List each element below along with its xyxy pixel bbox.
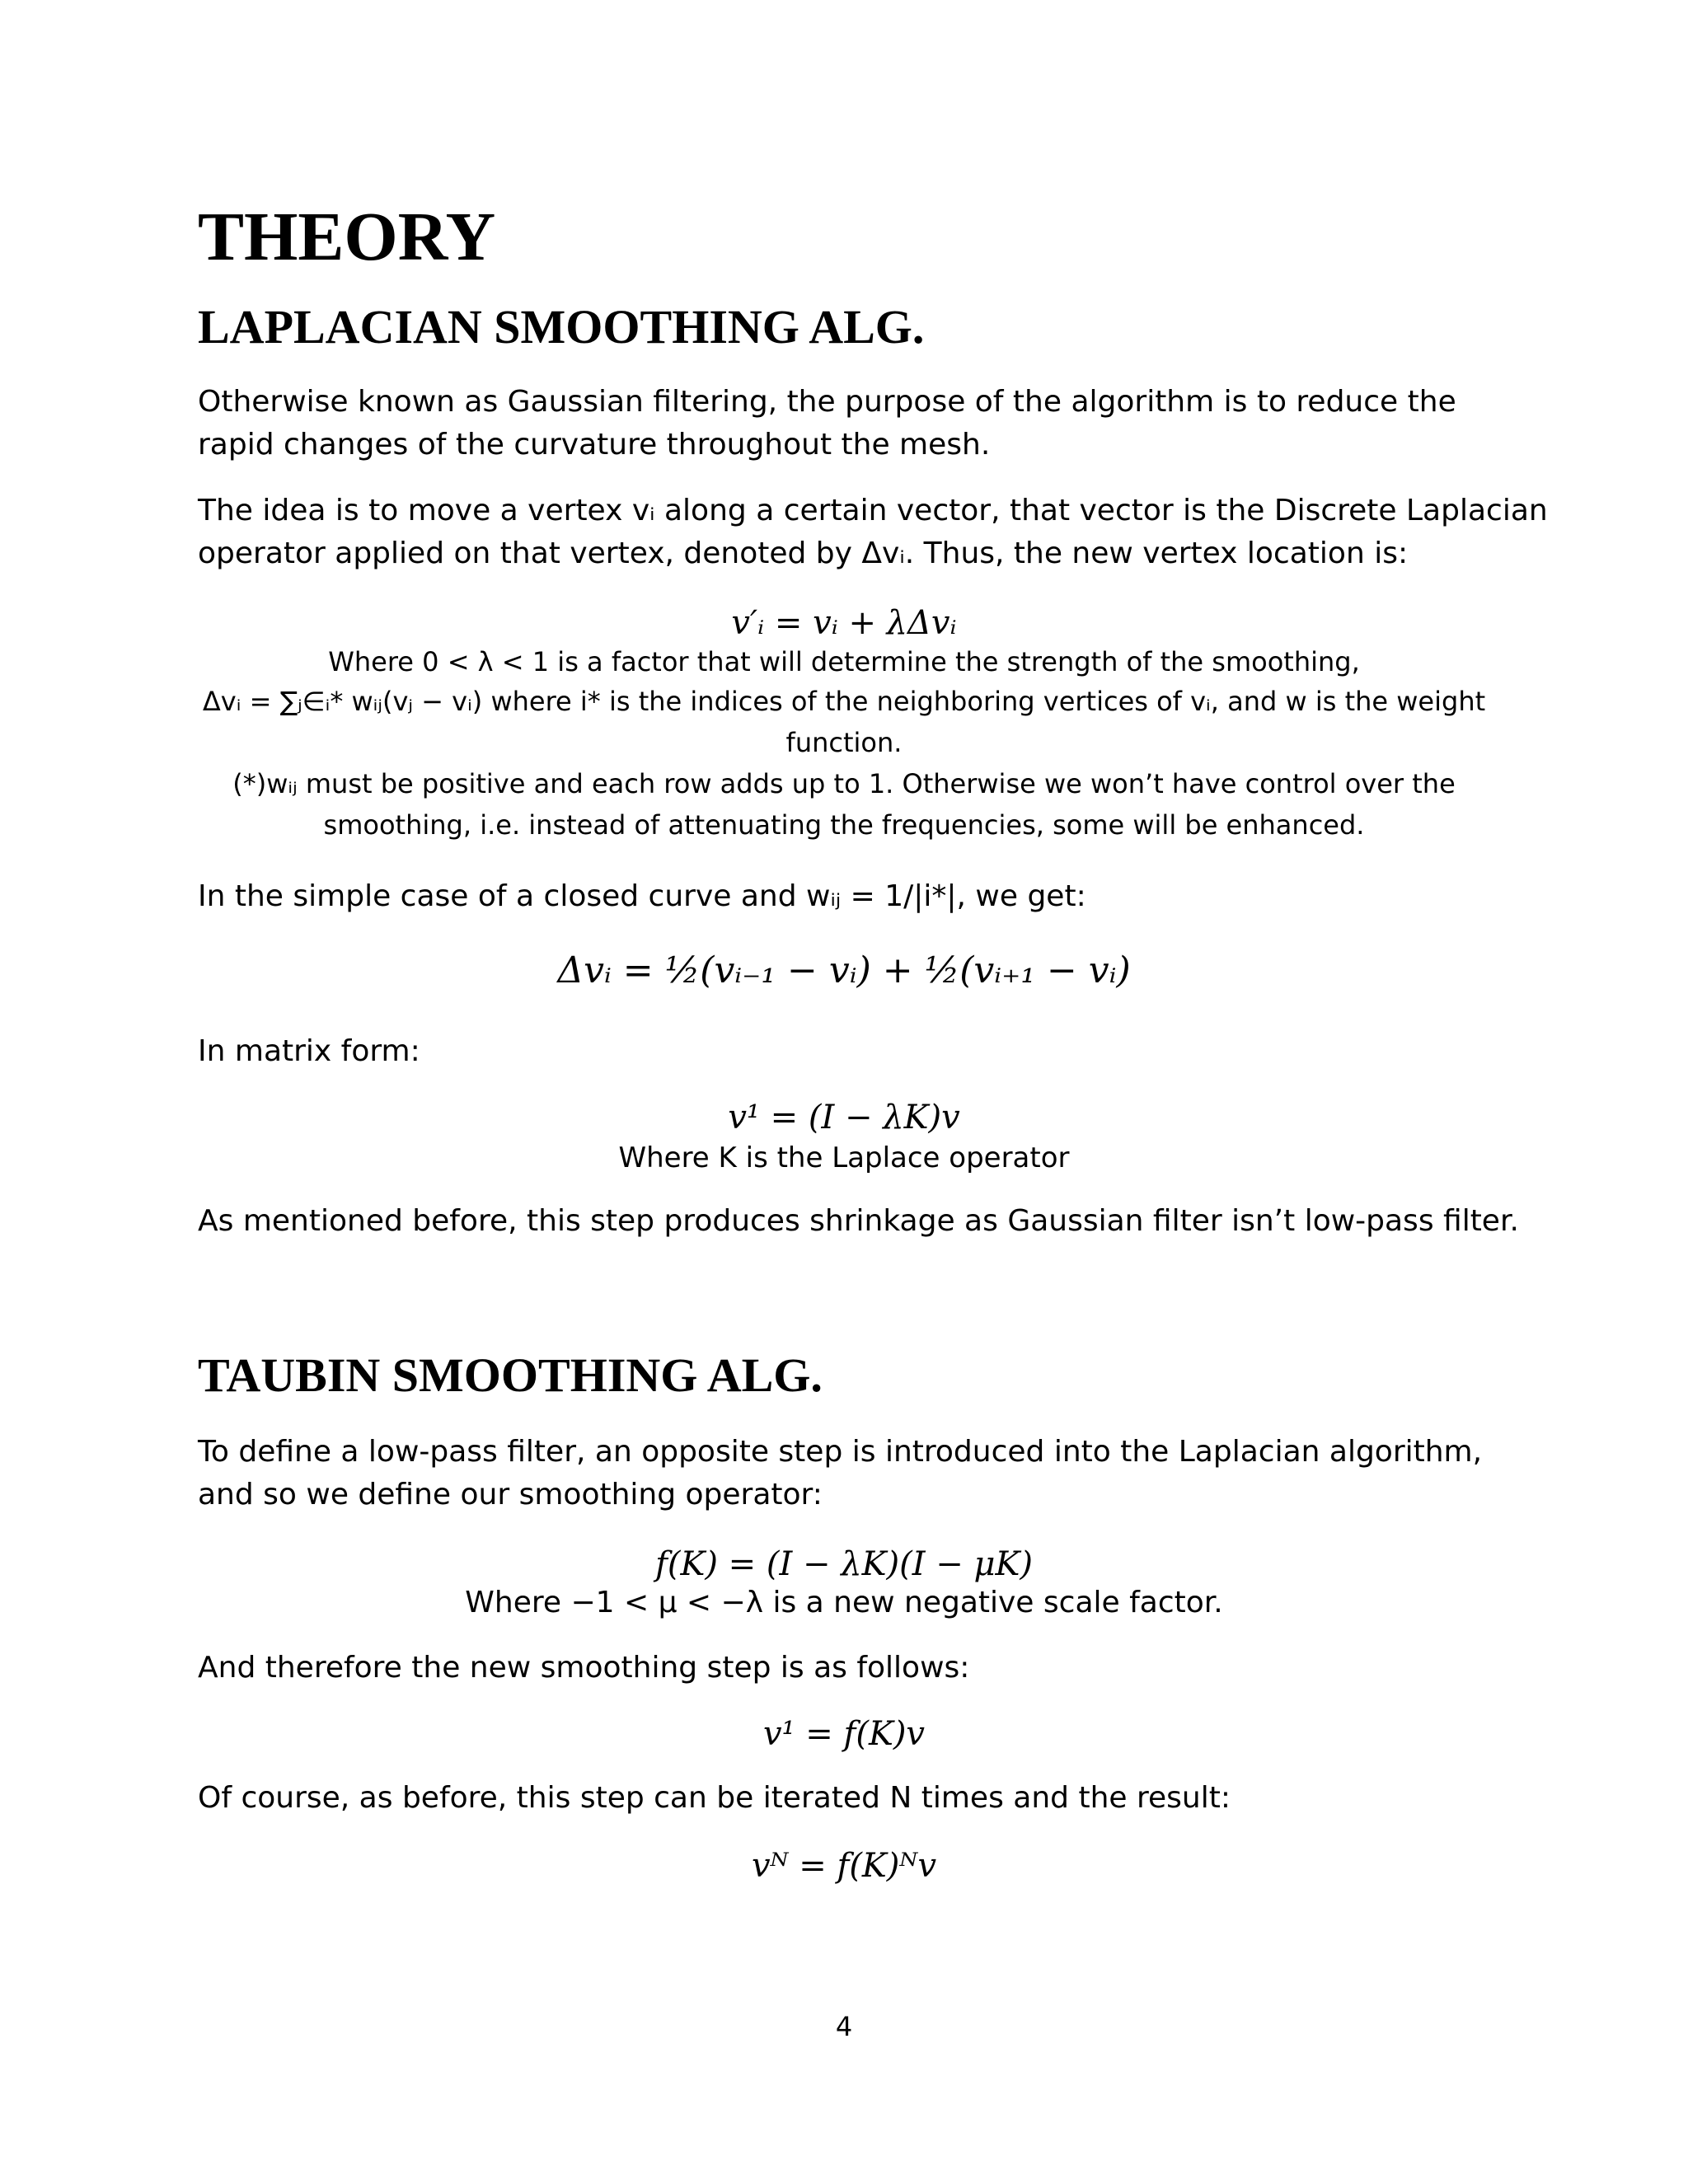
laplacian-note-line-5: smoothing, i.e. instead of attenuating the frequencies, some will be enhanced. (323, 809, 1365, 841)
laplacian-note-line-4: (*)wᵢⱼ must be positive and each row adds up to 1. Otherwise we won’t have control over the (232, 768, 1456, 799)
laplacian-idea-line-1: The idea is to move a vertex vᵢ along a certain vector, that vector is the Discrete Laplacian (198, 494, 1548, 527)
laplacian-note-line-3: function. (785, 727, 903, 758)
laplacian-simple-equation: Δvᵢ = ½(vᵢ₋₁ − vᵢ) + ½(vᵢ₊₁ − vᵢ) (557, 949, 1131, 991)
matrix-form-label: In matrix form: (198, 1034, 420, 1068)
laplacian-note-line-1: Where 0 < λ < 1 is a factor that will determine the strength of the smoothing, (328, 646, 1360, 677)
taubin-iterate-equation: vᴺ = f(K)ᴺv (751, 1847, 937, 1885)
taubin-step-label: And therefore the new smoothing step is as follows: (198, 1651, 970, 1685)
laplacian-idea-line-2: operator applied on that vertex, denoted by Δvᵢ. Thus, the new vertex location is: (198, 537, 1409, 570)
taubin-step-equation: v¹ = f(K)v (762, 1715, 926, 1753)
matrix-equation: v¹ = (I − λK)v (728, 1099, 960, 1137)
page-number: 4 (835, 2011, 853, 2042)
section-heading-taubin: TAUBIN SMOOTHING ALG. (198, 1348, 823, 1402)
shrinkage-note: As mentioned before, this step produces shrinkage as Gaussian filter isn’t low-pass filter. (198, 1204, 1519, 1238)
taubin-iterate-label: Of course, as before, this step can be iterated N times and the result: (198, 1781, 1231, 1815)
page-title: THEORY (198, 199, 496, 275)
taubin-operator-note: Where −1 < μ < −λ is a new negative scale factor. (465, 1586, 1223, 1619)
matrix-note: Where K is the Laplace operator (618, 1141, 1070, 1174)
taubin-intro: To define a low-pass filter, an opposite step is introduced into the Laplacian algorithm, and so we define our smoothing operator: (198, 1435, 1483, 1511)
laplacian-intro: Otherwise known as Gaussian filtering, the purpose of the algorithm is to reduce the rapid changes of the curvature throughout the mesh. (198, 385, 1456, 462)
laplacian-simple-case: In the simple case of a closed curve and wᵢⱼ = 1/|i*|, we get: (198, 879, 1086, 913)
laplacian-note-line-2: Δvᵢ = ∑ⱼ∈ᵢ* wᵢⱼ(vⱼ − vᵢ) where i* is the indices of the neighboring vertices of vᵢ, and w is the weight (202, 686, 1486, 717)
laplacian-update-equation: v′ᵢ = vᵢ + λΔvᵢ (731, 604, 957, 642)
taubin-operator-equation: f(K) = (I − λK)(I − μK) (655, 1545, 1033, 1583)
section-heading-laplacian: LAPLACIAN SMOOTHING ALG. (198, 300, 925, 354)
